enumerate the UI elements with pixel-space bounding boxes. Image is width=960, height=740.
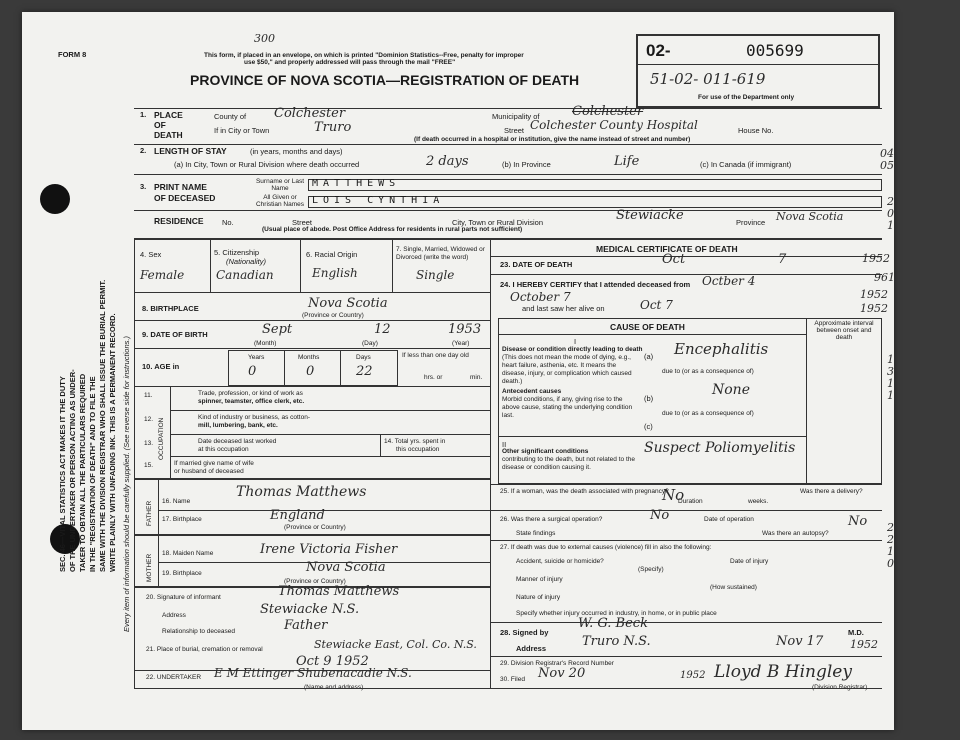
cause-title: CAUSE OF DEATH: [610, 322, 685, 332]
less-day-label: If less than one day old: [402, 352, 469, 359]
certify-to: October 7: [510, 290, 571, 304]
op-date-label: Date of operation: [704, 516, 754, 523]
stay-b-value: Life: [614, 154, 640, 169]
surname-label: Surname or Last Name: [255, 178, 305, 192]
informant-sig-value: Thomas Matthews: [278, 584, 400, 599]
accident-label: Accident, suicide or homicide?: [516, 558, 604, 565]
item-number: 12.: [144, 416, 154, 423]
disease-note: (This does not mean the mode of dying, e.g., heart failure, asthenia, etc. It means the disease, injury, or complication which caused death.): [502, 354, 632, 385]
burial-label: 21. Place of burial, cremation or removal: [146, 646, 263, 653]
age-months: 0: [306, 364, 315, 379]
dept-note: For use of the Department only: [698, 94, 795, 101]
saw-year: 1952: [860, 302, 888, 315]
side-note: Every item of information should be carefully supplied. (See reverse side for instructions.): [122, 336, 131, 632]
residence-street-label: Street: [292, 218, 313, 227]
sex-label: 4. Sex: [140, 250, 162, 259]
certify-label: 24. I HEREBY CERTIFY that I attended deceased from: [500, 280, 691, 289]
industry-label: Kind of industry or business, as cotton- mill, lumbering, bank, etc.: [198, 414, 311, 429]
date-of-death-label: 23. DATE OF DEATH: [500, 260, 573, 269]
antecedent-note: Morbid conditions, if any, giving rise to the above cause, stating the underlying condition last.: [502, 396, 633, 419]
cause-a-label: (a): [644, 352, 654, 361]
residence-label: RESIDENCE: [154, 216, 204, 226]
margin-codes: 04 05 2 0 1 961 1 3 1 1 2 2 1 0: [874, 147, 895, 570]
mother-birthplace-sub: (Province or Country): [284, 578, 346, 585]
mother-side: MOTHER: [146, 553, 153, 582]
years-label: Years: [248, 354, 265, 361]
father-name-label: 16. Name: [162, 498, 191, 505]
death-year: 1952: [862, 252, 890, 265]
interval-label: Approximate interval between onset and death: [814, 320, 874, 341]
duration-label: Duration: [678, 498, 703, 505]
burial-value: Stewiacke East, Col. Co. N.S.: [314, 638, 477, 651]
woman-value: No: [662, 486, 685, 504]
hrs-label: hrs. or: [424, 374, 443, 381]
other-note: contributing to the death, but not related to the disease or condition causing it.: [502, 456, 635, 471]
marital-value: Single: [416, 268, 455, 282]
burial-date: Oct 9 1952: [296, 654, 369, 669]
surname-value: MATTHEWS: [312, 178, 401, 189]
residence-city-value: Stewiacke: [616, 208, 684, 223]
injury-date-label: Date of injury: [730, 558, 769, 565]
cause-c-label: (c): [644, 422, 653, 431]
stay-a-value: 2 days: [426, 154, 469, 169]
part-one-label: I: [574, 337, 577, 346]
reg-prefix: 02-: [646, 41, 671, 60]
racial-value: English: [312, 266, 358, 280]
punch-hole: [40, 184, 70, 214]
dept-number: 51-02- 011-619: [650, 70, 766, 88]
signed-value: W. G. Beck: [578, 616, 648, 631]
filed-value: Nov 20: [538, 666, 586, 681]
nature-label: Nature of injury: [516, 594, 561, 601]
medical-title: MEDICAL CERTIFICATE OF DEATH: [596, 244, 738, 254]
mother-maiden-label: 18. Maiden Name: [162, 550, 214, 557]
residence-note: (Usual place of abode. Post Office Address for residents in rural parts not sufficient): [262, 226, 523, 233]
print-name-label: PRINT NAME OF DECEASED: [154, 182, 216, 203]
day-sub: (Day): [362, 340, 378, 347]
stay-label: LENGTH OF STAY: [154, 146, 227, 156]
address-value: Truro N.S.: [582, 634, 651, 649]
address-date: Nov 17: [776, 634, 824, 649]
informant-sig-label: 20. Signature of informant: [146, 594, 221, 601]
death-day: 7: [778, 252, 787, 267]
death-registration-form: [22, 12, 894, 730]
woman-label: 25. If a woman, was the death associated with pregnancy?: [500, 488, 669, 495]
reg-number: 005699: [746, 41, 804, 60]
house-label: House No.: [738, 126, 774, 135]
manner-label: Manner of injury: [516, 576, 563, 583]
dob-month: Sept: [262, 322, 293, 337]
place-label: PLACE OF DEATH: [154, 110, 183, 140]
weeks-label: weeks.: [748, 498, 769, 505]
saw-label: and last saw her alive on: [522, 304, 605, 313]
cause-b-value: None: [712, 382, 750, 398]
autopsy-label: Was there an autopsy?: [762, 530, 829, 537]
residence-city-label: City, Town or Rural Division: [452, 218, 543, 227]
item-number: 2.: [140, 146, 147, 155]
sex-value: Female: [140, 268, 185, 282]
part-two-label: II: [502, 440, 507, 449]
saw-value: Oct 7: [640, 298, 673, 312]
item-number: 1.: [140, 110, 147, 119]
mail-notice: This form, if placed in an envelope, on which is printed "Dominion Statistics--Free, penalty for improper use $50," and properly addressed will pass through the mail "FREE": [204, 52, 524, 66]
hospital-note: (If death occurred in a hospital or institution, give the name instead of street and number): [414, 136, 691, 143]
marital-label: 7. Single, Married, Widowed or Divorced (write the word): [396, 246, 485, 261]
age-years: 0: [248, 364, 257, 379]
birthplace-value: Nova Scotia: [308, 296, 388, 311]
informant-address-value: Stewiacke N.S.: [260, 602, 360, 617]
city-label: If in City or Town: [214, 126, 270, 135]
item-number: 15.: [144, 462, 154, 469]
cause-b-label: (b): [644, 394, 654, 403]
cause-a-value: Encephalitis: [674, 340, 769, 358]
min-label: min.: [470, 374, 483, 381]
reg-record-label: 29. Division Registrar's Record Number: [500, 660, 614, 667]
street-value: Colchester County Hospital: [530, 118, 698, 132]
item-number: 11.: [144, 392, 153, 399]
antecedent-label: Antecedent causes: [502, 388, 562, 395]
total-yrs-label: 14. Total yrs. spent in this occupation: [384, 438, 446, 453]
residence-no-label: No.: [222, 218, 234, 227]
disease-label: Disease or condition directly leading to death: [502, 346, 643, 353]
other-label: Other significant conditions: [502, 448, 589, 455]
informant-address-label: Address: [162, 612, 186, 619]
surgical-label: 26. Was there a surgical operation?: [500, 516, 603, 523]
county-label: County of: [214, 112, 247, 121]
street-label: Street: [504, 126, 525, 135]
findings-label: State findings: [516, 530, 556, 537]
mother-birthplace-value: Nova Scotia: [306, 560, 386, 575]
undertaker-value: E M Ettinger Shubenacadie N.S.: [214, 666, 412, 680]
married-label: If married give name of wife or husband of deceased: [174, 460, 254, 475]
residence-province-value: Nova Scotia: [776, 210, 844, 223]
consequence-label: due to (or as a consequence of): [662, 410, 754, 417]
father-birthplace-label: 17. Birthplace: [162, 516, 202, 523]
consequence-label: due to (or as a consequence of): [662, 368, 754, 375]
municipality-label: Municipality of: [492, 112, 540, 121]
external-label: 27. If death was due to external causes (violence) fill in also the following:: [500, 544, 712, 551]
municipality-value: Colchester: [572, 104, 644, 119]
top-handwriting: 300: [254, 32, 275, 45]
autopsy-value: No: [848, 514, 868, 529]
month-sub: (Month): [254, 340, 277, 347]
undertaker-label: 22. UNDERTAKER: [146, 674, 202, 681]
months-label: Months: [298, 354, 320, 361]
relationship-value: Father: [284, 618, 328, 633]
relationship-label: Relationship to deceased: [162, 628, 235, 635]
mother-maiden-value: Irene Victoria Fisher: [260, 542, 398, 557]
other-value: Suspect Poliomyelitis: [644, 440, 796, 456]
stay-sublabel: (in years, months and days): [250, 147, 343, 156]
registrar-signature: Lloyd B Hingley: [714, 662, 852, 682]
father-name-value: Thomas Matthews: [236, 484, 367, 500]
last-worked-label: Date deceased last worked at this occupation: [198, 438, 277, 453]
given-label: All Given or Christian Names: [255, 194, 305, 208]
days-label: Days: [356, 354, 371, 361]
page-title: PROVINCE OF NOVA SCOTIA—REGISTRATION OF DEATH: [190, 72, 580, 88]
dob-day: 12: [374, 322, 391, 337]
form-number: FORM 8: [58, 50, 87, 59]
residence-province-label: Province: [736, 218, 766, 227]
item-number: 13.: [144, 440, 154, 447]
item-number: 3.: [140, 182, 147, 191]
certify-from: Octber 4: [702, 274, 756, 288]
signed-label: 28. Signed by: [500, 628, 549, 637]
birthplace-label: 8. BIRTHPLACE: [142, 304, 199, 313]
death-month: Oct: [662, 252, 686, 267]
year-sub: (Year): [452, 340, 470, 347]
given-value: LOIS CYNTHIA: [312, 195, 445, 206]
surgical-value: No: [650, 508, 670, 523]
trade-label: Trade, profession, or kind of work as spinner, teamster, office clerk, etc.: [198, 390, 305, 405]
side-instructions: SEC. 46—VITAL STATISTICS ACT MAKES IT THE DUTY OF THE UNDERTAKER OR PERSON ACTING AS UNDER- TAKER TO OBTAIN ALL THE PARTICULARS REQUIRED IN THE "REGISTRATION OF DEATH" AND TO FILE THE SAME WITH THE DIVISION REGISTRAR WHO SHALL ISSUE THE BURIAL PERMIT. WRITE PLAINLY WITH UNFADING INK. THIS IS A PERMANENT RECORD.: [58, 279, 117, 572]
citizenship-value: Canadian: [216, 268, 274, 282]
citizenship-label: 5. Citizenship (Nationality): [214, 248, 267, 266]
delivery-label: Was there a delivery?: [800, 488, 863, 495]
stay-b-label: (b) In Province: [502, 160, 551, 169]
occupation-side: OCCUPATION: [158, 417, 165, 460]
specify-where-label: Specify whether injury occurred in industry, in home, or in public place: [516, 610, 717, 617]
stay-a-label: (a) In City, Town or Rural Division where death occurred: [174, 160, 360, 169]
city-value: Truro: [314, 120, 352, 135]
address-label: Address: [516, 644, 547, 653]
county-value: Colchester: [274, 106, 346, 121]
stay-c-label: (c) In Canada (if immigrant): [700, 160, 792, 169]
racial-label: 6. Racial Origin: [306, 250, 358, 259]
filed-year: 1952: [680, 670, 706, 681]
father-side: FATHER: [146, 500, 153, 526]
birthplace-sub: (Province or Country): [302, 312, 364, 319]
filed-label: 30. Filed: [500, 676, 525, 683]
mother-birthplace-label: 19. Birthplace: [162, 570, 202, 577]
certify-year: 1952: [860, 288, 888, 301]
age-days: 22: [356, 364, 373, 379]
dob-year: 1953: [448, 322, 482, 337]
specify-label: (Specify): [638, 566, 664, 573]
how-label: (How sustained): [710, 584, 757, 591]
age-label: 10. AGE in: [142, 362, 180, 371]
md-label: M.D.: [848, 628, 864, 637]
father-birthplace-sub: (Province or Country): [284, 524, 346, 531]
address-year: 1952: [850, 638, 878, 651]
dob-label: 9. DATE OF BIRTH: [142, 330, 208, 339]
father-birthplace-value: England: [270, 508, 325, 523]
